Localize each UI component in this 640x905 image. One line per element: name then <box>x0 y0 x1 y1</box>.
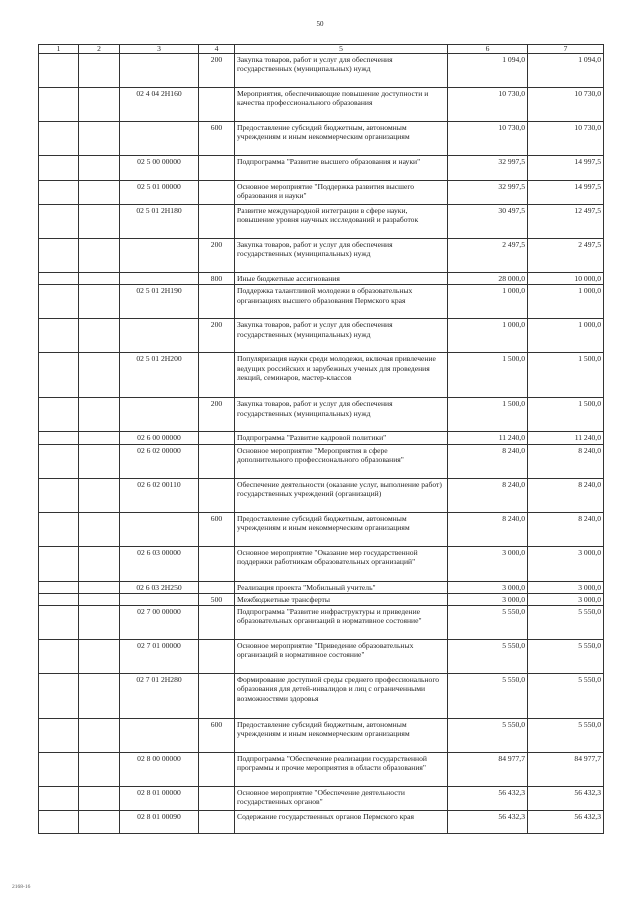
amount-col7: 10 730,0 <box>528 122 604 156</box>
col2-cell <box>79 156 120 181</box>
table-row <box>39 811 604 834</box>
row-description: Закупка товаров, работ и услуг для обеспечения государственных (муниципальных) нужд <box>235 54 448 88</box>
row-description: Подпрограмма "Развитие кадровой политики" <box>235 432 448 444</box>
col1-cell <box>39 606 79 640</box>
amount-col6: 56 432,3 <box>448 811 528 834</box>
table-row <box>39 787 604 811</box>
col2-cell <box>79 719 120 753</box>
target-article-code: 02 7 01 2Н280 <box>120 674 199 719</box>
amount-col7: 5 550,0 <box>528 719 604 753</box>
amount-col6: 8 240,0 <box>448 478 528 512</box>
table-row <box>39 719 604 753</box>
amount-col6: 3 000,0 <box>448 546 528 581</box>
col2-cell <box>79 606 120 640</box>
amount-col6: 10 730,0 <box>448 88 528 122</box>
col2-cell <box>79 273 120 285</box>
column-header-1: 1 <box>39 45 79 54</box>
expense-type-code: 800 <box>199 273 235 285</box>
amount-col6: 1 000,0 <box>448 319 528 353</box>
expense-type-code: 600 <box>199 719 235 753</box>
table-row <box>39 353 604 398</box>
row-description: Иные бюджетные ассигнования <box>235 273 448 285</box>
col2-cell <box>79 593 120 605</box>
amount-col6: 32 997,5 <box>448 156 528 181</box>
row-description: Мероприятия, обеспечивающие повышение доступности и качества профессионального образования <box>235 88 448 122</box>
amount-col6: 5 550,0 <box>448 640 528 674</box>
table-row <box>39 285 604 319</box>
row-description: Развитие международной интеграции в сфере науки, повышение уровня научных исследований и разработок <box>235 205 448 239</box>
expense-type-code <box>199 156 235 181</box>
target-article-code <box>120 719 199 753</box>
row-description: Предоставление субсидий бюджетным, автономным учреждениям и иным некоммерческим организациям <box>235 719 448 753</box>
amount-col7: 3 000,0 <box>528 581 604 593</box>
amount-col7: 56 432,3 <box>528 811 604 834</box>
amount-col7: 3 000,0 <box>528 593 604 605</box>
row-description: Межбюджетные трансферты <box>235 593 448 605</box>
expense-type-code <box>199 674 235 719</box>
amount-col6: 1 094,0 <box>448 54 528 88</box>
amount-col6: 5 550,0 <box>448 606 528 640</box>
amount-col7: 3 000,0 <box>528 546 604 581</box>
col2-cell <box>79 122 120 156</box>
col2-cell <box>79 88 120 122</box>
col1-cell <box>39 581 79 593</box>
target-article-code <box>120 593 199 605</box>
table-row <box>39 753 604 787</box>
expense-type-code: 600 <box>199 122 235 156</box>
col2-cell <box>79 546 120 581</box>
col1-cell <box>39 640 79 674</box>
col2-cell <box>79 432 120 444</box>
row-description: Предоставление субсидий бюджетным, автономным учреждениям и иным некоммерческим организациям <box>235 512 448 546</box>
col1-cell <box>39 285 79 319</box>
table-header-row <box>39 45 604 54</box>
row-description: Основное мероприятие "Мероприятия в сфере дополнительного профессионального образования" <box>235 444 448 478</box>
amount-col7: 10 000,0 <box>528 273 604 285</box>
expense-type-code <box>199 88 235 122</box>
amount-col6: 3 000,0 <box>448 593 528 605</box>
table-row <box>39 512 604 546</box>
row-description: Подпрограмма "Обеспечение реализации государственной программы и прочие мероприятия в области образования" <box>235 753 448 787</box>
row-description: Закупка товаров, работ и услуг для обеспечения государственных (муниципальных) нужд <box>235 239 448 273</box>
col2-cell <box>79 444 120 478</box>
row-description: Формирование доступной среды среднего профессионального образования для детей-инвалидов и лиц с ограниченными возможностями здоровья <box>235 674 448 719</box>
amount-col6: 8 240,0 <box>448 444 528 478</box>
amount-col6: 3 000,0 <box>448 581 528 593</box>
row-description: Поддержка талантливой молодежи в образовательных организациях высшего образования Пермского края <box>235 285 448 319</box>
table-row <box>39 319 604 353</box>
col1-cell <box>39 753 79 787</box>
amount-col7: 2 497,5 <box>528 239 604 273</box>
target-article-code: 02 5 01 2Н200 <box>120 353 199 398</box>
col1-cell <box>39 444 79 478</box>
table-row <box>39 205 604 239</box>
document-footer-code: 2168-16 <box>12 884 31 890</box>
table-row <box>39 606 604 640</box>
amount-col6: 8 240,0 <box>448 512 528 546</box>
amount-col7: 56 432,3 <box>528 787 604 811</box>
column-header-7: 7 <box>528 45 604 54</box>
amount-col7: 8 240,0 <box>528 478 604 512</box>
target-article-code <box>120 273 199 285</box>
col2-cell <box>79 398 120 432</box>
table-row <box>39 181 604 205</box>
col1-cell <box>39 674 79 719</box>
row-description: Популяризация науки среди молодежи, включая привлечение ведущих российских и зарубежных ученых для проведения лекций, семинаров, мастер-классов <box>235 353 448 398</box>
target-article-code: 02 6 02 00110 <box>120 478 199 512</box>
col1-cell <box>39 54 79 88</box>
amount-col6: 84 977,7 <box>448 753 528 787</box>
expense-type-code <box>199 444 235 478</box>
expense-type-code <box>199 546 235 581</box>
amount-col6: 30 497,5 <box>448 205 528 239</box>
amount-col6: 32 997,5 <box>448 181 528 205</box>
row-description: Основное мероприятие "Обеспечение деятельности государственных органов" <box>235 787 448 811</box>
amount-col6: 28 000,0 <box>448 273 528 285</box>
amount-col6: 5 550,0 <box>448 674 528 719</box>
col1-cell <box>39 156 79 181</box>
expense-type-code <box>199 787 235 811</box>
page-number: 50 <box>316 20 324 28</box>
amount-col7: 1 000,0 <box>528 319 604 353</box>
target-article-code: 02 6 03 00000 <box>120 546 199 581</box>
col1-cell <box>39 719 79 753</box>
amount-col6: 1 500,0 <box>448 398 528 432</box>
row-description: Подпрограмма "Развитие инфраструктуры и приведение образовательных организаций в нормативное состояние" <box>235 606 448 640</box>
col1-cell <box>39 319 79 353</box>
amount-col7: 12 497,5 <box>528 205 604 239</box>
table-row <box>39 273 604 285</box>
column-header-6: 6 <box>448 45 528 54</box>
target-article-code: 02 5 01 2Н180 <box>120 205 199 239</box>
table-row <box>39 444 604 478</box>
row-description: Предоставление субсидий бюджетным, автономным учреждениям и иным некоммерческим организациям <box>235 122 448 156</box>
expense-type-code <box>199 606 235 640</box>
row-description: Основное мероприятие "Поддержка развития высшего образования и науки" <box>235 181 448 205</box>
amount-col7: 10 730,0 <box>528 88 604 122</box>
amount-col6: 5 550,0 <box>448 719 528 753</box>
row-description: Закупка товаров, работ и услуг для обеспечения государственных (муниципальных) нужд <box>235 319 448 353</box>
row-description: Подпрограмма "Развитие высшего образования и науки" <box>235 156 448 181</box>
col2-cell <box>79 478 120 512</box>
expense-type-code: 600 <box>199 512 235 546</box>
target-article-code: 02 6 00 00000 <box>120 432 199 444</box>
col1-cell <box>39 181 79 205</box>
amount-col6: 2 497,5 <box>448 239 528 273</box>
expense-type-code: 500 <box>199 593 235 605</box>
col2-cell <box>79 181 120 205</box>
target-article-code: 02 5 01 00000 <box>120 181 199 205</box>
expense-type-code <box>199 432 235 444</box>
amount-col7: 1 500,0 <box>528 353 604 398</box>
table-row <box>39 122 604 156</box>
amount-col7: 8 240,0 <box>528 444 604 478</box>
col1-cell <box>39 787 79 811</box>
table-row <box>39 398 604 432</box>
target-article-code <box>120 54 199 88</box>
expense-type-code: 200 <box>199 398 235 432</box>
amount-col7: 84 977,7 <box>528 753 604 787</box>
expense-type-code <box>199 640 235 674</box>
col2-cell <box>79 753 120 787</box>
col2-cell <box>79 674 120 719</box>
table-row <box>39 546 604 581</box>
target-article-code <box>120 122 199 156</box>
expense-type-code: 200 <box>199 239 235 273</box>
col1-cell <box>39 353 79 398</box>
amount-col7: 5 550,0 <box>528 640 604 674</box>
target-article-code <box>120 398 199 432</box>
col1-cell <box>39 512 79 546</box>
col1-cell <box>39 811 79 834</box>
target-article-code: 02 8 00 00000 <box>120 753 199 787</box>
col1-cell <box>39 239 79 273</box>
expense-type-code <box>199 285 235 319</box>
table-row <box>39 478 604 512</box>
amount-col7: 11 240,0 <box>528 432 604 444</box>
col1-cell <box>39 88 79 122</box>
col1-cell <box>39 593 79 605</box>
col2-cell <box>79 353 120 398</box>
table-row <box>39 54 604 88</box>
col1-cell <box>39 398 79 432</box>
row-description: Обеспечение деятельности (оказание услуг, выполнение работ) государственных учреждений (организаций) <box>235 478 448 512</box>
table-row <box>39 640 604 674</box>
row-description: Основное мероприятие "Оказание мер государственной поддержки работникам образовательных организаций" <box>235 546 448 581</box>
target-article-code <box>120 512 199 546</box>
expense-type-code <box>199 181 235 205</box>
expense-type-code: 200 <box>199 54 235 88</box>
amount-col7: 8 240,0 <box>528 512 604 546</box>
target-article-code: 02 5 01 2Н190 <box>120 285 199 319</box>
col1-cell <box>39 122 79 156</box>
expense-type-code <box>199 753 235 787</box>
col2-cell <box>79 239 120 273</box>
target-article-code: 02 7 00 00000 <box>120 606 199 640</box>
amount-col7: 1 094,0 <box>528 54 604 88</box>
col2-cell <box>79 640 120 674</box>
row-description: Закупка товаров, работ и услуг для обеспечения государственных (муниципальных) нужд <box>235 398 448 432</box>
column-header-3: 3 <box>120 45 199 54</box>
table-row <box>39 88 604 122</box>
amount-col7: 1 000,0 <box>528 285 604 319</box>
amount-col6: 10 730,0 <box>448 122 528 156</box>
amount-col6: 11 240,0 <box>448 432 528 444</box>
column-header-5: 5 <box>235 45 448 54</box>
table-row <box>39 593 604 605</box>
amount-col7: 5 550,0 <box>528 606 604 640</box>
target-article-code: 02 8 01 00000 <box>120 787 199 811</box>
amount-col7: 5 550,0 <box>528 674 604 719</box>
col1-cell <box>39 478 79 512</box>
col2-cell <box>79 54 120 88</box>
col1-cell <box>39 432 79 444</box>
target-article-code: 02 6 03 2Н250 <box>120 581 199 593</box>
col2-cell <box>79 319 120 353</box>
col2-cell <box>79 285 120 319</box>
expense-type-code: 200 <box>199 319 235 353</box>
row-description: Реализация проекта "Мобильный учитель" <box>235 581 448 593</box>
table-row <box>39 674 604 719</box>
target-article-code: 02 7 01 00000 <box>120 640 199 674</box>
budget-table <box>38 44 604 834</box>
amount-col6: 56 432,3 <box>448 787 528 811</box>
amount-col6: 1 500,0 <box>448 353 528 398</box>
target-article-code: 02 8 01 00090 <box>120 811 199 834</box>
expense-type-code <box>199 811 235 834</box>
target-article-code: 02 5 00 00000 <box>120 156 199 181</box>
amount-col7: 14 997,5 <box>528 156 604 181</box>
table-row <box>39 432 604 444</box>
col2-cell <box>79 787 120 811</box>
target-article-code: 02 6 02 00000 <box>120 444 199 478</box>
col2-cell <box>79 512 120 546</box>
expense-type-code <box>199 581 235 593</box>
row-description: Содержание государственных органов Пермского края <box>235 811 448 834</box>
column-header-2: 2 <box>79 45 120 54</box>
target-article-code <box>120 239 199 273</box>
expense-type-code <box>199 478 235 512</box>
expense-type-code <box>199 205 235 239</box>
amount-col6: 1 000,0 <box>448 285 528 319</box>
table-row <box>39 156 604 181</box>
column-header-4: 4 <box>199 45 235 54</box>
col1-cell <box>39 546 79 581</box>
expense-type-code <box>199 353 235 398</box>
table-row <box>39 239 604 273</box>
row-description: Основное мероприятие "Приведение образовательных организаций в нормативное состояние" <box>235 640 448 674</box>
col1-cell <box>39 273 79 285</box>
col2-cell <box>79 205 120 239</box>
table-row <box>39 581 604 593</box>
col2-cell <box>79 811 120 834</box>
target-article-code: 02 4 04 2Н160 <box>120 88 199 122</box>
amount-col7: 14 997,5 <box>528 181 604 205</box>
target-article-code <box>120 319 199 353</box>
col2-cell <box>79 581 120 593</box>
col1-cell <box>39 205 79 239</box>
amount-col7: 1 500,0 <box>528 398 604 432</box>
